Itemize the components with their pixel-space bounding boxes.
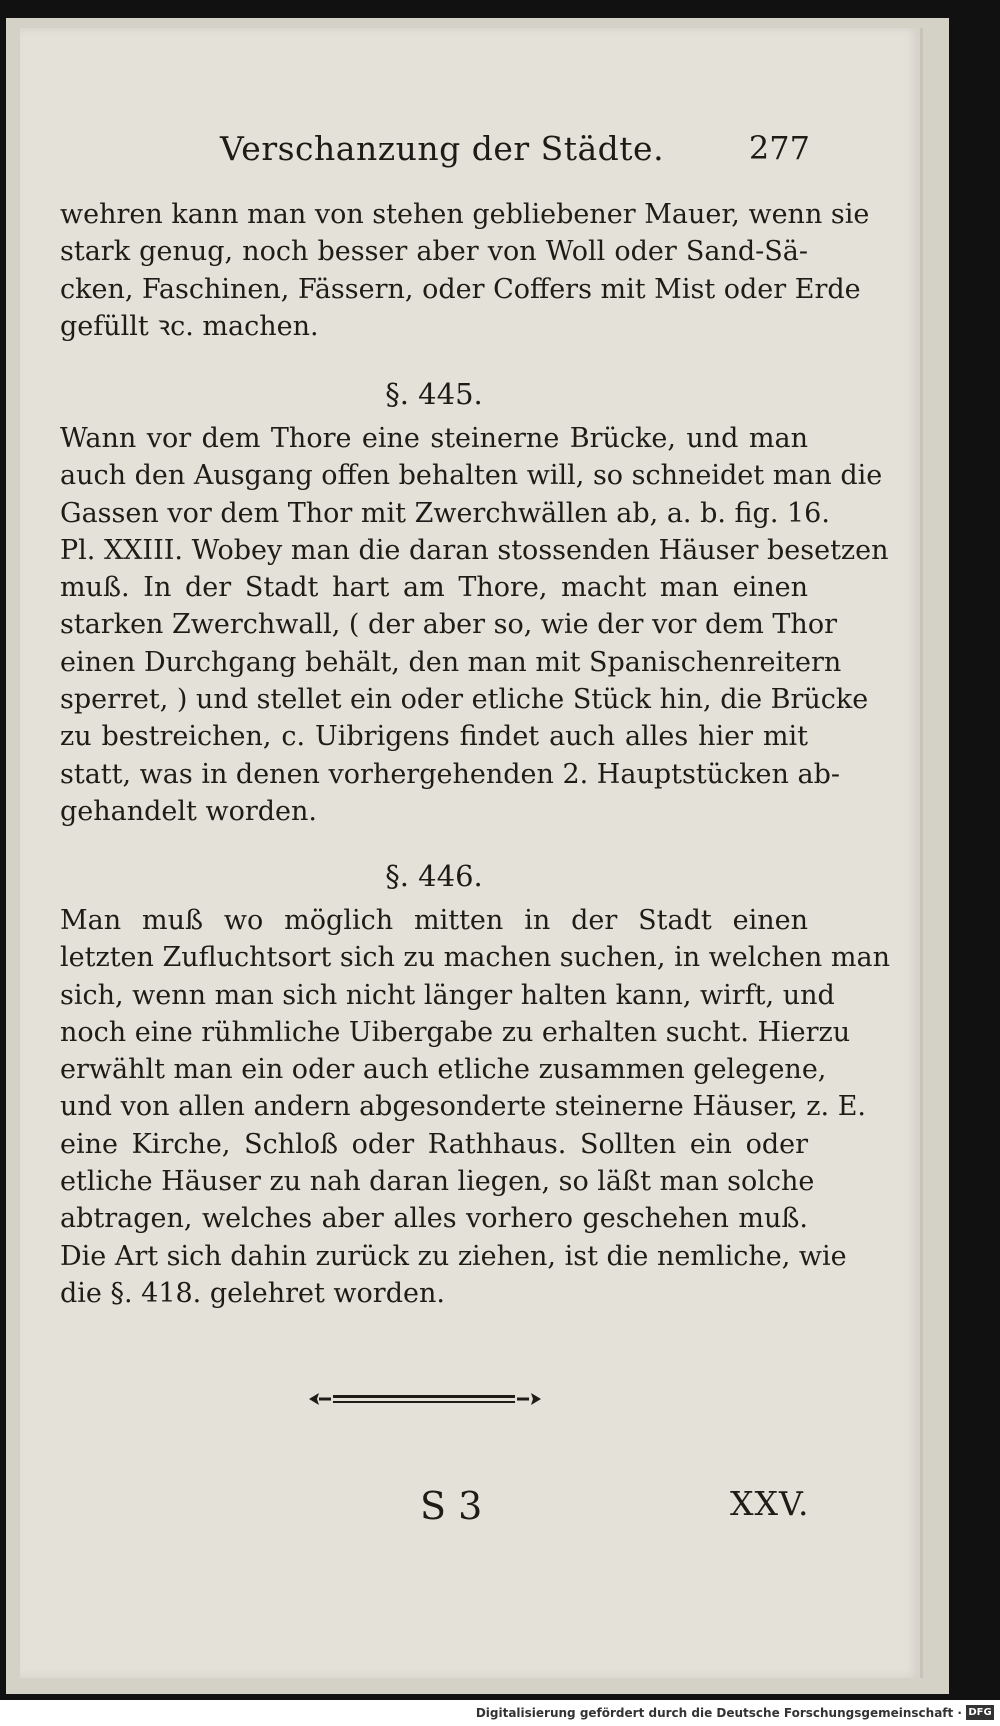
text-line: gefüllt ꝛc. machen. [60, 310, 319, 342]
text-line: die §. 418. gelehret worden. [60, 1277, 445, 1309]
text-line: sperret, ) und stellet ein oder etliche Stück hin, die Brücke [60, 684, 869, 716]
text-line: letzten Zufluchtsort sich zu machen suchen, in welchen man [60, 942, 890, 974]
text-line: und von allen andern abgesonderte steinerne Häuser, z. E. [60, 1091, 866, 1123]
text-line: muß. In der Stadt hart am Thore, macht man einen [60, 572, 808, 604]
running-title: Verschanzung der Städte. [220, 129, 665, 168]
page-number: 277 [748, 129, 810, 167]
text-line: etliche Häuser zu nah daran liegen, so läßt man solche [60, 1166, 815, 1198]
text-line: Pl. XXIII. Wobey man die daran stossenden Häuser besetzen [60, 534, 889, 566]
paragraph-continuation [60, 196, 870, 345]
text-line: starken Zwerchwall, ( der aber so, wie der vor dem Thor [60, 609, 837, 641]
text-line: sich, wenn man sich nicht länger halten kann, wirft, und [60, 979, 835, 1011]
paragraph-446 [60, 902, 890, 1312]
text-line: abtragen, welches aber alles vorhero geschehen muß. [60, 1203, 808, 1235]
text-line: Man muß wo möglich mitten in der Stadt einen [60, 905, 808, 936]
text-line: Die Art sich dahin zurück zu ziehen, ist die nemliche, wie [60, 1240, 847, 1272]
text-line: stark genug, noch besser aber von Woll oder Sand-Sä- [60, 236, 808, 268]
paragraph-445 [60, 420, 889, 830]
text-line: gehandelt worden. [60, 795, 317, 827]
text-line: Gassen vor dem Thor mit Zwerchwällen ab, a. b. fig. 16. [60, 497, 830, 529]
text-line: wehren kann man von stehen gebliebener Mauer, wenn sie [60, 199, 870, 230]
funding-note: Digitalisierung gefördert durch die Deutsche Forschungsgemeinschaft · [475, 1706, 962, 1720]
signature-mark: S 3 [420, 1484, 483, 1528]
text-line: einen Durchgang behält, den man mit Spanischenreitern [60, 646, 842, 678]
page-header [220, 123, 810, 173]
text-line: statt, was in denen vorhergehenden 2. Hauptstücken ab- [60, 758, 841, 790]
decorative-rule-ornament-icon [305, 1388, 545, 1410]
text-line: eine Kirche, Schloß oder Rathhaus. Sollten ein oder [60, 1128, 808, 1160]
text-line: erwählt man ein oder auch etliche zusammen gelegene, [60, 1054, 827, 1086]
dfg-logo: DFG [966, 1705, 994, 1720]
text-line: auch den Ausgang offen behalten will, so schneidet man die [60, 460, 883, 492]
catchword: XXV. [730, 1484, 810, 1523]
text-line: Wann vor dem Thore eine steinerne Brücke, und man [60, 423, 808, 454]
text-line: cken, Faschinen, Fässern, oder Coffers mit Mist oder Erde [60, 273, 861, 305]
text-line: noch eine rühmliche Uibergabe zu erhalten sucht. Hierzu [60, 1016, 851, 1048]
digitization-footer [0, 1700, 1000, 1726]
text-line: zu bestreichen, c. Uibrigens findet auch alles hier mit [60, 721, 808, 753]
section-heading-445: §. 445. [385, 377, 483, 411]
section-heading-446: §. 446. [385, 859, 483, 893]
